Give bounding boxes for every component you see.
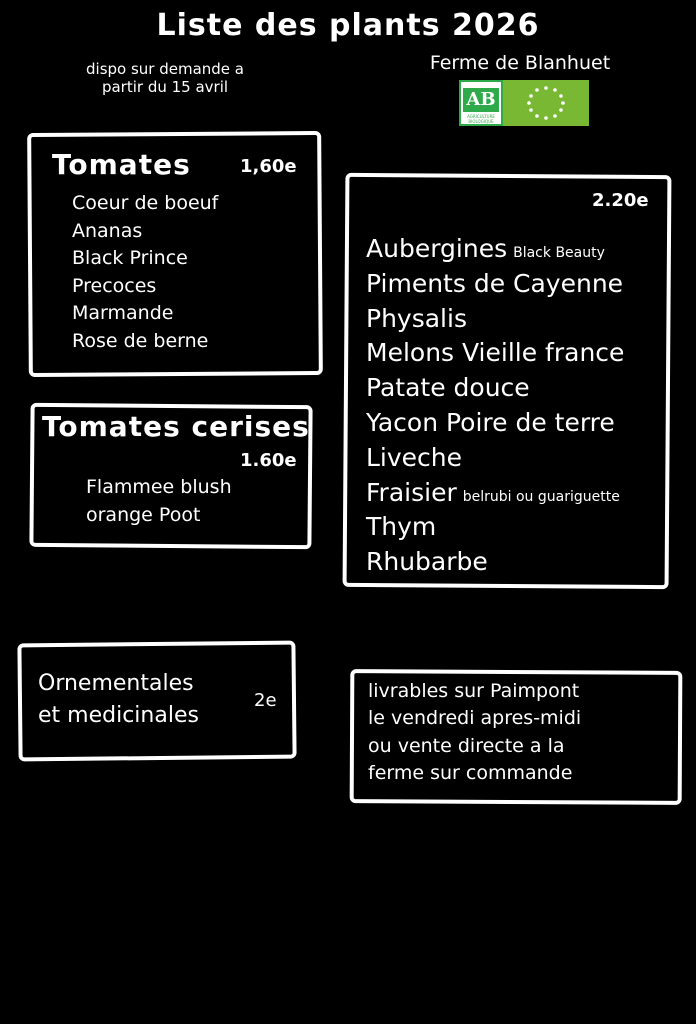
item-name: Liveche [366,442,463,472]
autres-plants-list [366,232,624,580]
item-name: Piments de Cayenne [366,268,624,298]
ab-logo-icon [459,80,503,126]
list-item: Black Prince [72,247,188,269]
list-item: Coeur de boeuf [72,192,219,214]
ornementales-price: 2e [254,690,277,711]
list-item [366,476,624,511]
list-item [366,302,624,337]
ornementales-line-2: et medicinales [38,703,199,728]
availability-line-1: dispo sur demande a [86,60,244,78]
list-item [366,336,624,371]
tomates-title: Tomates [52,148,191,181]
page-title: Liste des plants 2026 [156,8,540,43]
list-item: Marmande [72,302,174,324]
autres-plants-price: 2.20e [592,190,649,211]
list-item: Ananas [72,219,143,242]
ab-logo-text: AB [463,88,499,112]
tomates-cerises-title: Tomates cerises [42,410,310,443]
item-name: Rhubarbe [366,547,488,577]
livraison-note [368,678,581,787]
list-item [366,545,624,580]
tomates-cerises-list [86,474,232,529]
organic-logos [459,80,589,126]
item-name: Melons Vieille france [366,338,625,368]
list-item [366,267,624,302]
farm-name: Ferme de Blanhuet [429,52,611,74]
availability-line-2: partir du 15 avril [101,78,229,96]
availability-note [60,60,270,96]
tomates-price: 1,60e [240,156,297,177]
list-item [366,406,624,441]
tomates-cerises-price: 1.60e [240,450,297,471]
ornementales-line-1: Ornementales [38,671,194,696]
list-item [366,441,624,476]
livraison-line: ou vente directe a la [368,734,565,757]
ornementales-title [38,668,199,732]
list-item: Flammee blush [86,476,232,498]
list-item: orange Poot [86,503,201,526]
item-name: Fraisier [366,477,457,507]
list-item [366,510,624,545]
list-item [366,371,624,406]
livraison-line: livrables sur Paimpont [368,680,580,702]
livraison-line: le vendredi apres-midi [368,707,582,730]
item-note: Black Beauty [513,245,605,261]
ab-logo-subtext: AGRICULTURE BIOLOGIQUE [467,114,495,124]
list-item [366,232,624,267]
item-note: belrubi ou guariguette [462,488,620,505]
livraison-line: ferme sur commande [368,761,573,784]
item-name: Yacon Poire de terre [366,407,615,437]
item-name: Patate douce [366,373,530,403]
item-name: Physalis [366,303,467,333]
list-item: Rose de berne [72,329,209,352]
list-item: Precoces [72,274,157,297]
tomates-list [72,190,218,355]
item-name: Thym [366,512,437,542]
item-name: Aubergines [366,234,508,263]
eu-organic-leaf-icon [503,80,589,126]
